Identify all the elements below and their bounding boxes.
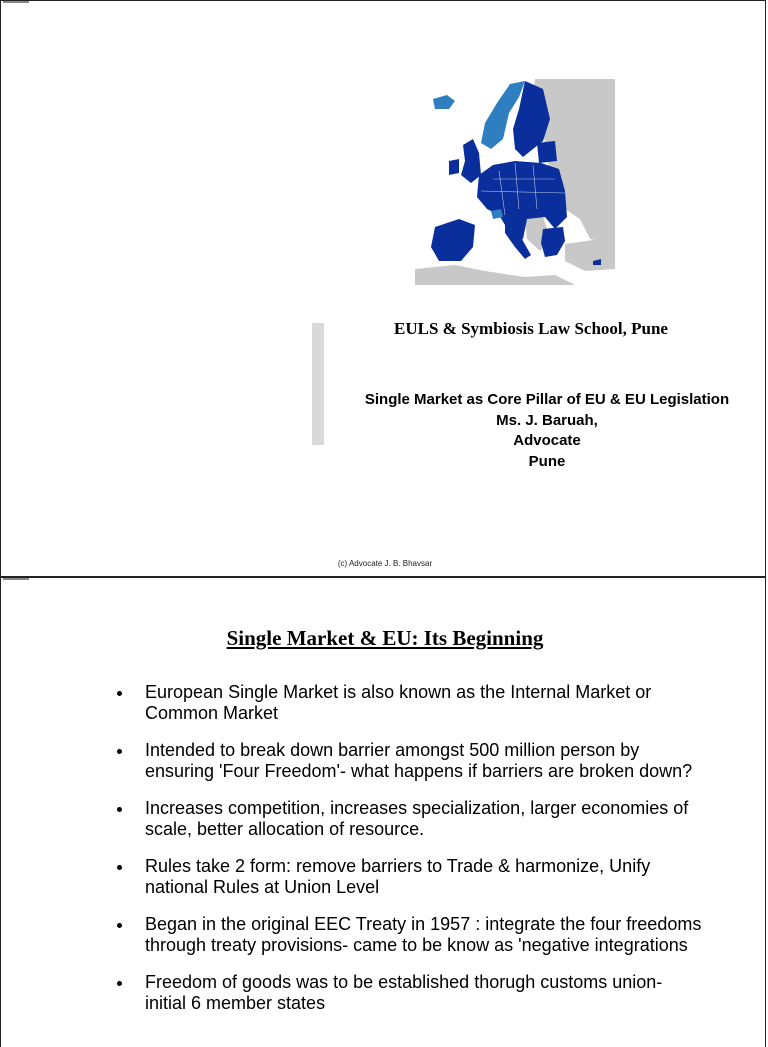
bullet-line: Freedom of goods was to be established thorugh customs union- (145, 972, 663, 992)
bullet-line: Began in the original EEC Treaty in 1957 : integrate the four freedoms (145, 914, 702, 934)
institution-name: EULS & Symbiosis Law School, Pune (394, 319, 668, 338)
bullet-dot-icon (117, 981, 122, 986)
decorative-side-bar (312, 323, 324, 445)
bullet-item (117, 740, 737, 782)
bullet-item (117, 914, 737, 956)
bullet-line: Intended to break down barrier amongst 500 million person by (145, 740, 640, 760)
presenter-role: Advocate (513, 432, 581, 449)
copyright-footer: (c) Advocate J. B. Bhavsar (337, 559, 433, 568)
presenter-city: Pune (528, 452, 566, 470)
bullet-line: Common Market (145, 703, 279, 723)
bullet-list (117, 682, 737, 1030)
eu-map-image (415, 79, 615, 285)
presenter-name: Ms. J. Baruah, (496, 411, 598, 429)
bullet-line: ensuring 'Four Freedom'- what happens if barriers are broken down? (145, 761, 693, 781)
bullet-dot-icon (117, 749, 122, 754)
bullet-line: through treaty provisions- came to be know as 'negative integrations (145, 935, 688, 955)
slide-title: Single Market & EU: Its Beginning (226, 626, 544, 650)
bullet-dot-icon (117, 807, 122, 812)
content-slide (0, 577, 766, 1047)
bullet-line: Rules take 2 form: remove barriers to Trade & harmonize, Unify (145, 856, 651, 876)
bullet-item (117, 856, 737, 898)
bullet-dot-icon (117, 923, 122, 928)
presentation-info (327, 390, 767, 472)
bullet-item (117, 682, 737, 724)
slide-corner-mark (3, 578, 29, 580)
bullet-item (117, 972, 737, 1014)
bullet-item (117, 798, 737, 840)
bullet-line: national Rules at Union Level (145, 877, 380, 897)
bullet-dot-icon (117, 691, 122, 696)
bullet-dot-icon (117, 865, 122, 870)
bullet-line: Increases competition, increases specialization, larger economies of (145, 798, 689, 818)
slide-corner-mark (3, 1, 29, 3)
presentation-title: Single Market as Core Pillar of EU & EU Legislation (364, 391, 730, 408)
bullet-line: scale, better allocation of resource. (145, 819, 425, 839)
bullet-line: initial 6 member states (145, 993, 326, 1013)
bullet-line: European Single Market is also known as the Internal Market or (145, 682, 652, 702)
